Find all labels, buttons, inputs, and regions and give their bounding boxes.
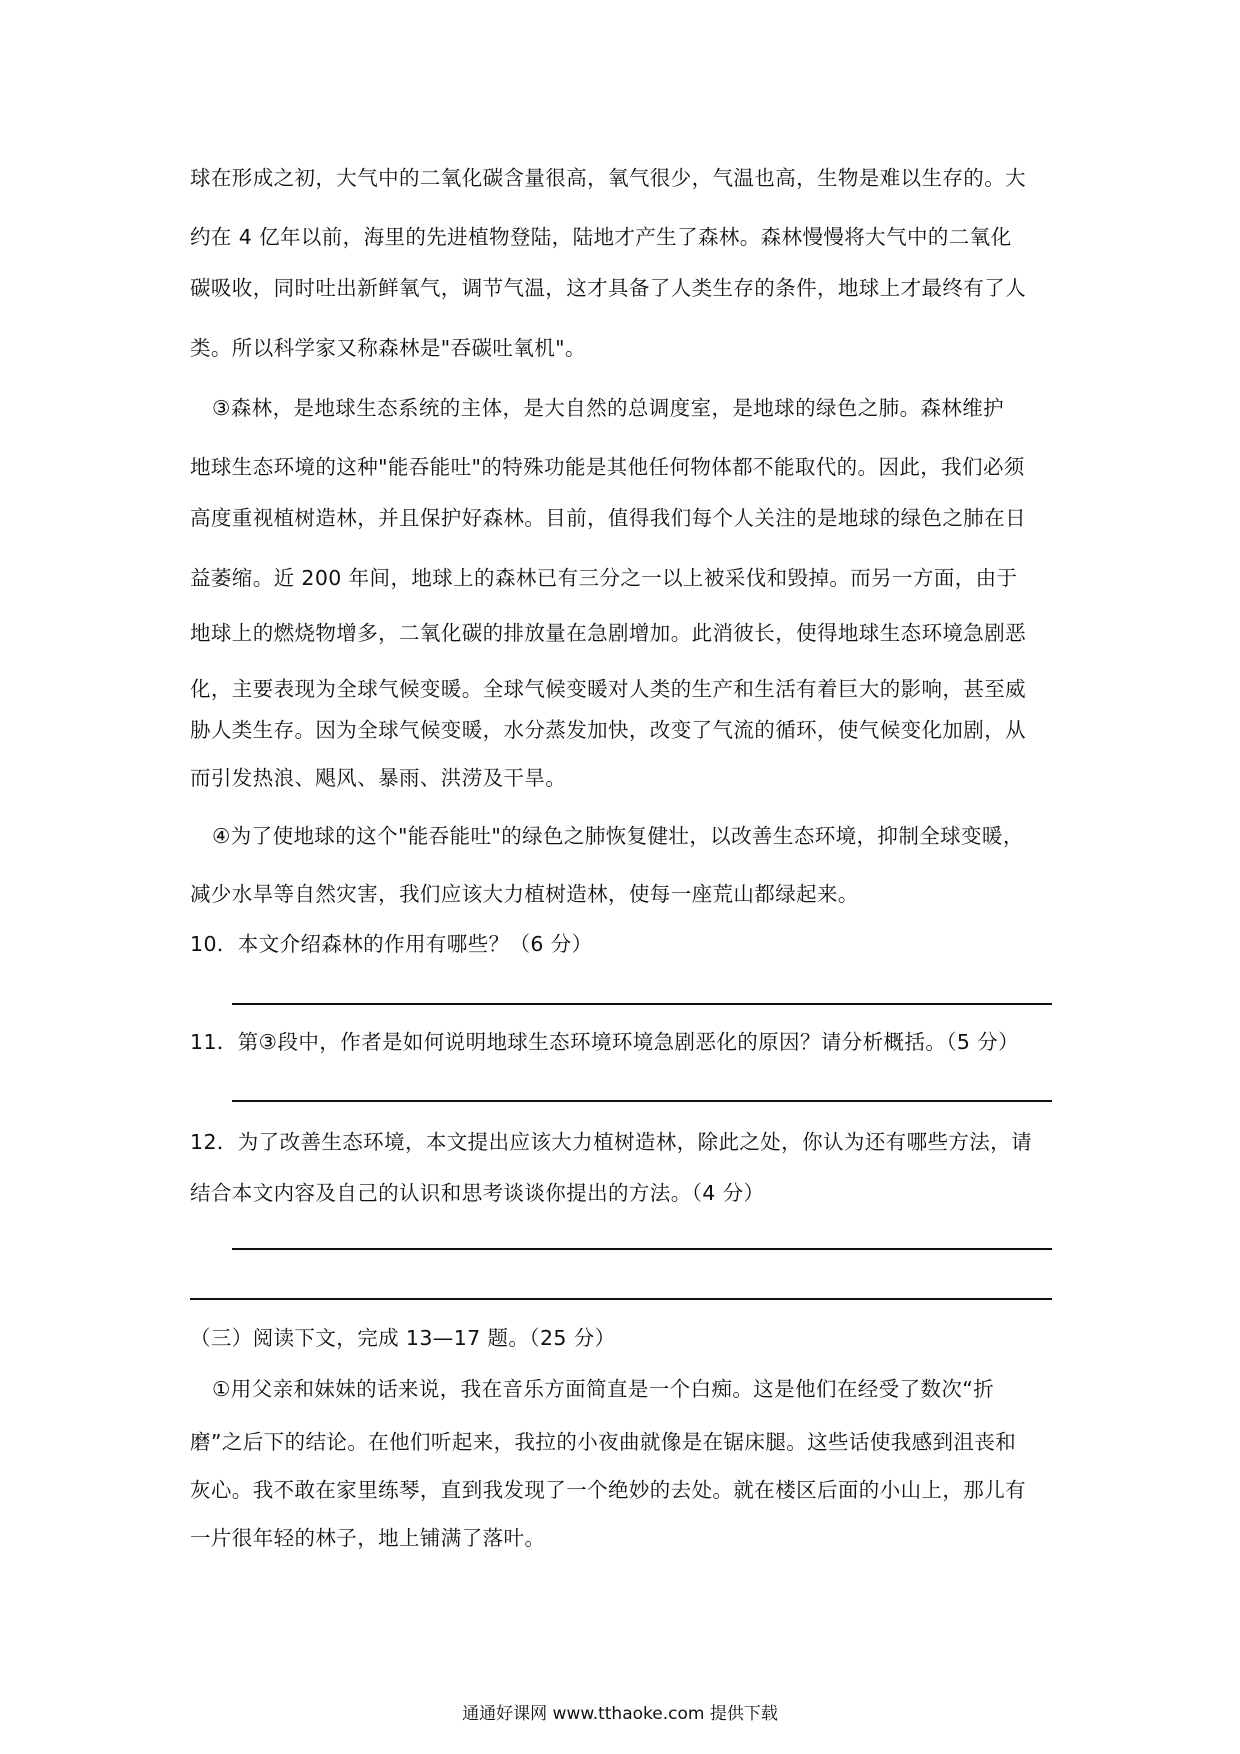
passage-line: 而引发热浪、飓风、暴雨、洪涝及干旱。 bbox=[190, 766, 567, 790]
passage-line: 高度重视植树造林，并且保护好森林。目前，值得我们每个人关注的是地球的绿色之肺在日 bbox=[190, 506, 1026, 530]
passage-line: 益萎缩。近 200 年间，地球上的森林已有三分之一以上被采伐和毁掉。而另一方面，由于 bbox=[190, 566, 1018, 590]
question-12-cont: 结合本文内容及自己的认识和思考谈谈你提出的方法。（4 分） bbox=[190, 1181, 765, 1205]
answer-line[interactable] bbox=[232, 1248, 1052, 1250]
page-footer: 通通好课网 www.tthaoke.com 提供下载 bbox=[462, 1704, 778, 1724]
question-10: 10．本文介绍森林的作用有哪些？（6 分） bbox=[190, 932, 593, 956]
passage-line: ③森林，是地球生态系统的主体，是大自然的总调度室，是地球的绿色之肺。森林维护 bbox=[212, 396, 1005, 420]
passage-line: 约在 4 亿年以前，海里的先进植物登陆，陆地才产生了森林。森林慢慢将大气中的二氧化 bbox=[190, 225, 1012, 249]
passage-line: 灰心。我不敢在家里练琴，直到我发现了一个绝妙的去处。就在楼区后面的小山上，那儿有 bbox=[190, 1478, 1026, 1502]
section-heading: （三）阅读下文，完成 13—17 题。（25 分） bbox=[190, 1326, 616, 1350]
answer-line[interactable] bbox=[190, 1298, 1052, 1300]
passage-line: 球在形成之初，大气中的二氧化碳含量很高，氧气很少，气温也高，生物是难以生存的。大 bbox=[190, 166, 1026, 190]
passage-line: 地球上的燃烧物增多，二氧化碳的排放量在急剧增加。此消彼长，使得地球生态环境急剧恶 bbox=[190, 621, 1026, 645]
passage-line: 磨”之后下的结论。在他们听起来，我拉的小夜曲就像是在锯床腿。这些话使我感到沮丧和 bbox=[190, 1430, 1017, 1454]
passage-line: 类。所以科学家又称森林是"吞碳吐氧机"。 bbox=[190, 336, 586, 360]
passage-line: 地球生态环境的这种"能吞能吐"的特殊功能是其他任何物体都不能取代的。因此，我们必须 bbox=[190, 455, 1025, 479]
question-12: 12．为了改善生态环境，本文提出应该大力植树造林，除此之处，你认为还有哪些方法，请 bbox=[190, 1130, 1032, 1154]
answer-line[interactable] bbox=[232, 1100, 1052, 1102]
passage-line: ①用父亲和妹妹的话来说，我在音乐方面简直是一个白痴。这是他们在经受了数次“折 bbox=[212, 1377, 995, 1401]
answer-line[interactable] bbox=[232, 1003, 1052, 1005]
passage-line: 一片很年轻的林子，地上铺满了落叶。 bbox=[190, 1526, 546, 1550]
passage-line: 碳吸收，同时吐出新鲜氧气，调节气温，这才具备了人类生存的条件，地球上才最终有了人 bbox=[190, 276, 1026, 300]
passage-line: 化，主要表现为全球气候变暖。全球气候变暖对人类的生产和生活有着巨大的影响，甚至威 bbox=[190, 677, 1026, 701]
question-11: 11．第③段中，作者是如何说明地球生态环境环境急剧恶化的原因？请分析概括。（5 分） bbox=[190, 1030, 1020, 1054]
passage-line: 减少水旱等自然灾害，我们应该大力植树造林，使每一座荒山都绿起来。 bbox=[190, 882, 859, 906]
passage-line: ④为了使地球的这个"能吞能吐"的绿色之肺恢复健壮，以改善生态环境，抑制全球变暖， bbox=[212, 824, 1024, 848]
passage-line: 胁人类生存。因为全球气候变暖，水分蒸发加快，改变了气流的循环，使气候变化加剧，从 bbox=[190, 718, 1026, 742]
